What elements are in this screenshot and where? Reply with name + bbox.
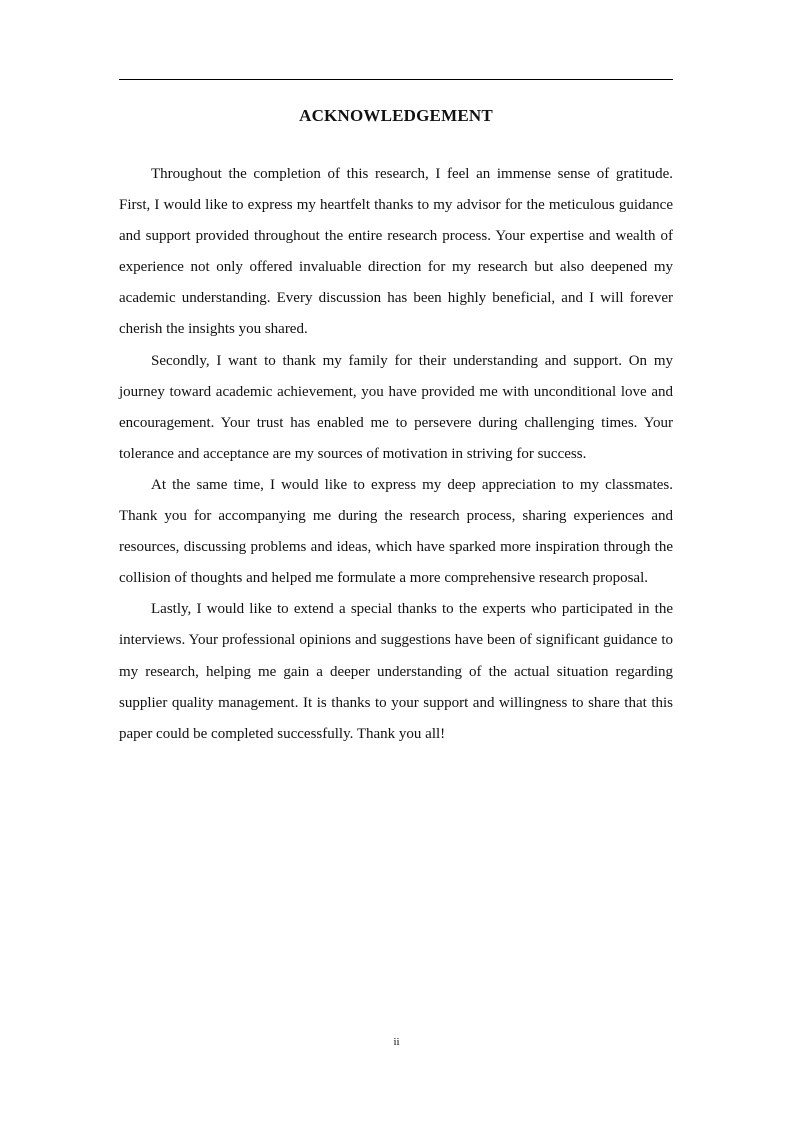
page-number: ii	[393, 1036, 400, 1048]
paragraph-family-thanks: Secondly, I want to thank my family for their understanding and support. On my journey toward academic achievement, you have provided me with unconditional love and encouragement. Your trust has enabled me to persevere during challenging times. Your tolerance and acceptance are my sources of motivation in striving for success.	[119, 352, 673, 462]
page-title: ACKNOWLEDGEMENT	[299, 106, 493, 125]
paragraph-experts-thanks: Lastly, I would like to extend a special thanks to the experts who participated in the interviews. Your professional opinions and suggestions have been of significant guidance to my research, helping me gain a deeper understanding of the actual situation regarding supplier quality management. It is thanks to your support and willingness to share that this paper could be completed successfully. Thank you all!	[119, 601, 673, 742]
header-rule	[119, 79, 673, 80]
paragraph-classmates-thanks: At the same time, I would like to express my deep appreciation to my classmates. Thank you for accompanying me during the research process, sharing experiences and resources, discussing problems and ideas, which have sparked more inspiration through the collision of thoughts and helped me formulate a more comprehensive research proposal.	[119, 476, 673, 587]
acknowledgement-body	[119, 159, 673, 750]
paragraph-advisor-thanks: Throughout the completion of this research, I feel an immense sense of gratitude. First, I would like to express my heartfelt thanks to my advisor for the meticulous guidance and support provided throughout the entire research process. Your expertise and wealth of experience not only offered invaluable direction for my research but also deepened my academic understanding. Every discussion has been highly beneficial, and I will forever cherish the insights you shared.	[119, 166, 673, 338]
